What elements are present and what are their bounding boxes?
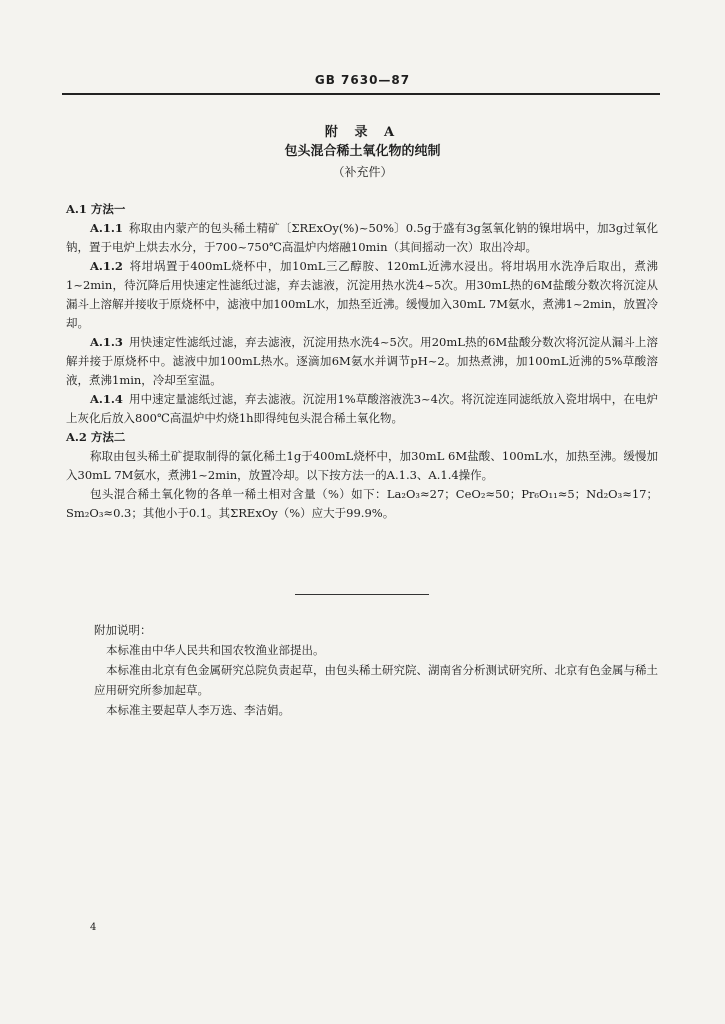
paragraph-a1-4: [66, 390, 658, 428]
clause-text: 将坩埚置于400mL烧杯中，加10mL三乙醇胺、120mL近沸水浸出。将坩埚用水洗净后取出，煮沸1~2min，待沉降后用快速定性滤纸过滤，弃去滤液，沉淀用热水洗4~5次。用30mL热的6M盐酸分数次将沉淀从漏斗上溶解并接收于原烧杯中，滤液中加100mL水，加热至近沸。缓慢加入30mL 7M氨水，煮沸1~2min，放置冷却。: [66, 259, 658, 330]
clause-text: 称取由内蒙产的包头稀土精矿〔ΣRExOy(%)~50%〕0.5g于盛有3g氢氧化钠的镍坩埚中，加3g过氧化钠，置于电炉上烘去水分，于700~750℃高温炉内熔融10min（其间摇动一次）取出冷却。: [66, 221, 658, 254]
document-body: [66, 200, 658, 523]
appendix-note: （补充件）: [332, 165, 393, 179]
paragraph-a2-1: 称取由包头稀土矿提取制得的氯化稀土1g于400mL烧杯中，加30mL 6M盐酸、100mL水，加热至沸。缓慢加入30mL 7M氨水，煮沸1~2min，放置冷却。以下按方法一的A.1.3、A.1.4操作。: [66, 449, 658, 482]
clause-number: A.1.3: [90, 335, 123, 349]
paragraph-a2-2: 包头混合稀土氧化物的各单一稀土相对含量（%）如下：La₂O₃≈27；CeO₂≈50；Pr₆O₁₁≈5；Nd₂O₃≈17；Sm₂O₃≈0.3；其他小于0.1。其ΣRExOy（%）应大于99.9%。: [66, 487, 658, 520]
paragraph-a1-1: [66, 219, 658, 257]
appendix-heading: [0, 124, 725, 182]
additional-notes: [94, 620, 660, 720]
clause-number: A.1.4: [90, 392, 123, 406]
clause-number: A.1.2: [90, 259, 123, 273]
clause-number: A.1.1: [90, 221, 123, 235]
notes-line: 本标准由北京有色金属研究总院负责起草，由包头稀土研究院、湖南省分析测试研究所、北京有色金属与稀土应用研究所参加起草。: [94, 663, 658, 697]
end-rule: [295, 594, 429, 595]
page-number: 4: [90, 922, 97, 933]
paragraph-a1-3: [66, 333, 658, 390]
paragraph-a1-2: [66, 257, 658, 333]
appendix-title: 包头混合稀土氧化物的纯制: [284, 144, 441, 159]
standard-number: GB 7630—87: [314, 73, 411, 87]
clause-text: 用快速定性滤纸过滤，弃去滤液，沉淀用热水洗4~5次。用20mL热的6M盐酸分数次将沉淀从漏斗上溶解并接于原烧杯中。滤液中加100mL热水。逐滴加6M氨水并调节pH~2。加热煮沸，加100mL近沸的5%草酸溶液，煮沸1min，冷却至室温。: [66, 335, 658, 387]
notes-line: 本标准主要起草人李万选、李洁娟。: [106, 703, 290, 717]
section-heading-a2: A.2 方法二: [66, 430, 126, 444]
notes-heading: 附加说明：: [94, 623, 152, 637]
header-rule: [62, 93, 660, 95]
clause-text: 用中速定量滤纸过滤，弃去滤液。沉淀用1%草酸溶液洗3~4次。将沉淀连同滤纸放入瓷坩埚中，在电炉上灰化后放入800℃高温炉中灼烧1h即得纯包头混合稀土氧化物。: [66, 392, 658, 425]
notes-line: 本标准由中华人民共和国农牧渔业部提出。: [106, 643, 325, 657]
section-heading-a1: A.1 方法一: [66, 202, 126, 216]
appendix-label: 附 录 A: [324, 125, 401, 140]
